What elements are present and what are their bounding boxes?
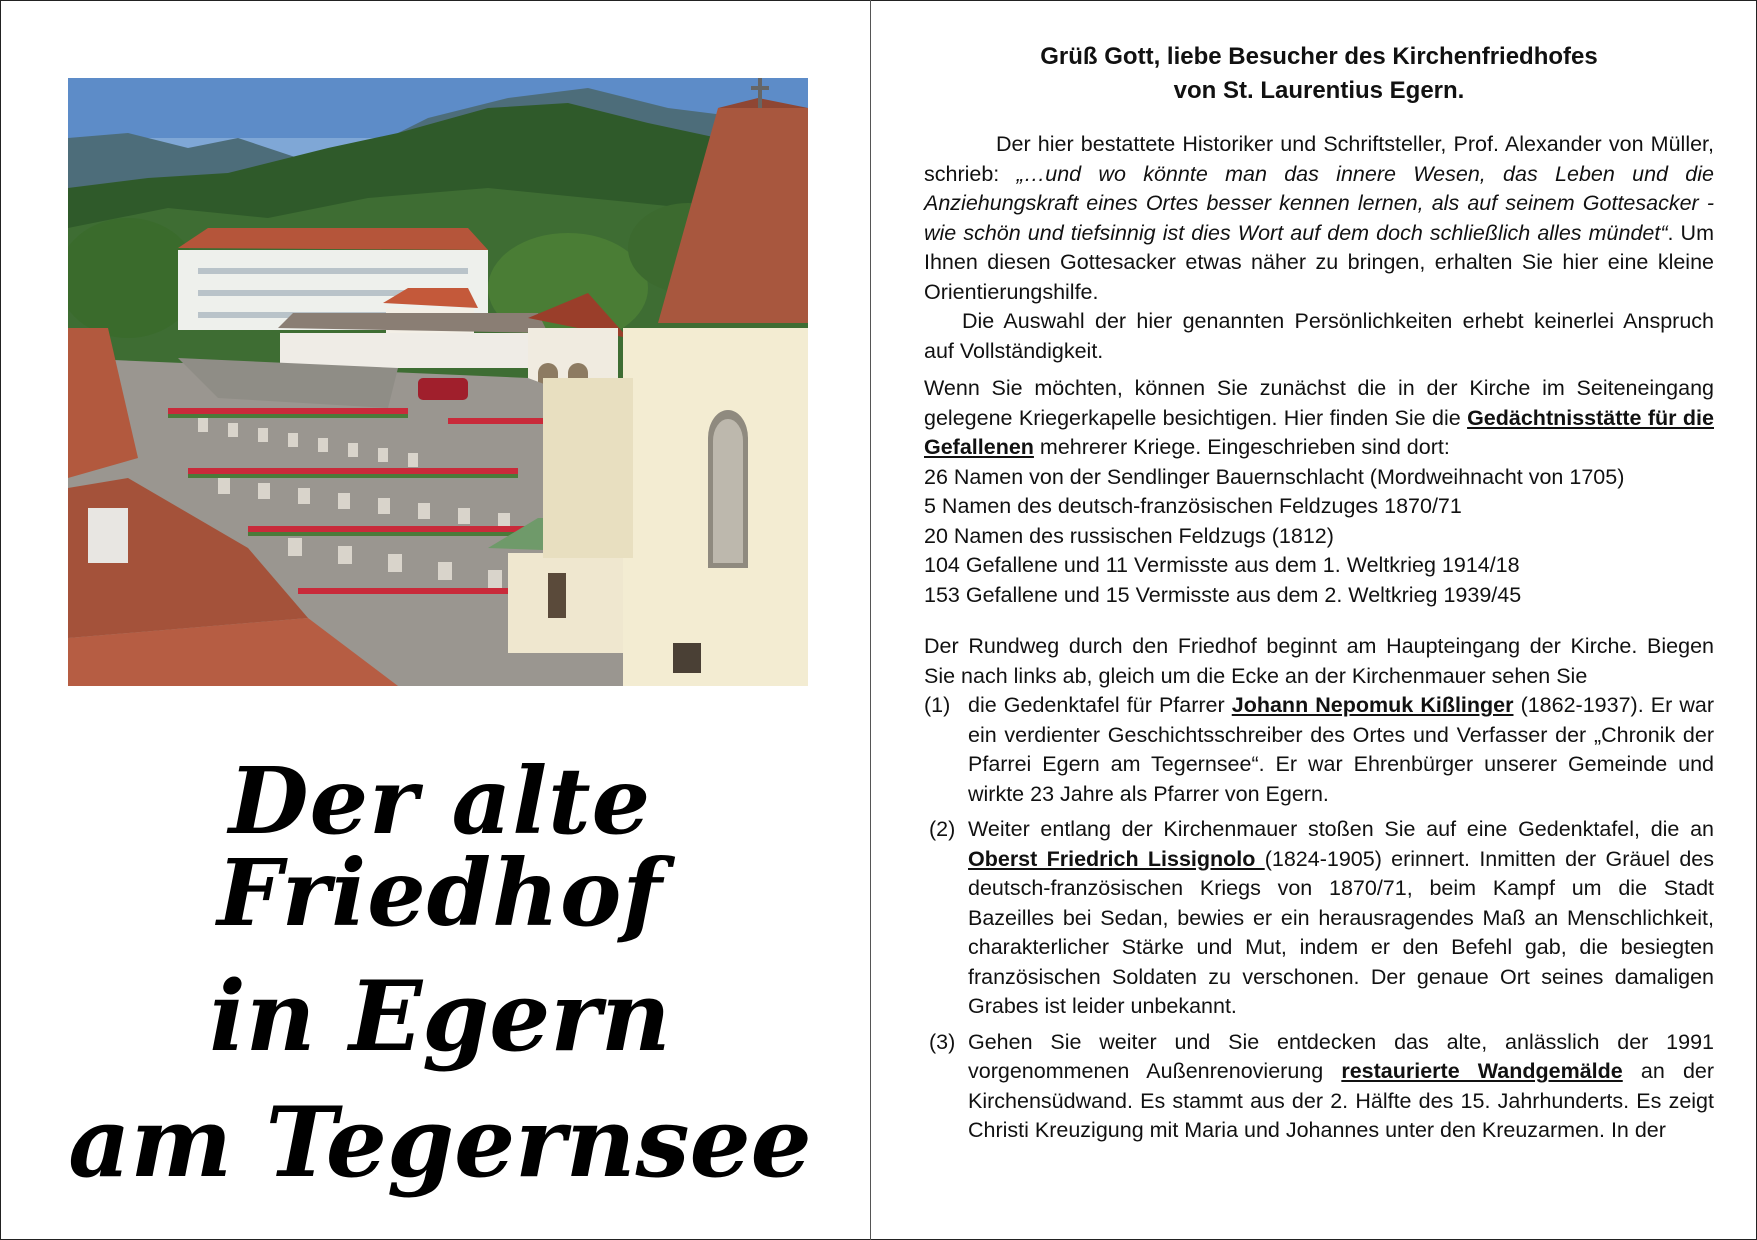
- page-heading: [924, 40, 1714, 108]
- war-list: [924, 463, 1714, 611]
- tour-item-2: [924, 815, 1714, 1022]
- tour-intro-paragraph: Der Rundweg durch den Friedhof beginnt am Haupteingang der Kirche. Biegen Sie nach links ab, gleich um die Ecke an der Kirchenmauer sehen Sie: [924, 634, 1714, 688]
- memorial-link[interactable]: Gedächtnisstätte für die Gefallenen: [924, 405, 1714, 459]
- heading-line-1: Grüß Gott, liebe Besucher des Kirchenfriedhofes: [1040, 43, 1598, 70]
- intro-paragraph: [924, 130, 1714, 307]
- tour-item-number: (2): [929, 817, 956, 841]
- cover-title-line-1: Der alte Friedhof: [217, 747, 663, 947]
- tour-item-text-end: (1862-1937). Er war ein verdienter Geschichtsschreiber des Ortes und Verfasser der „Chronik der Pfarrei Egern am Tegernsee“. Er war Ehrenbürger unserer Gemeinde und wirkte 23 Jahre als Pfarrer von Egern.: [968, 693, 1714, 806]
- tour-item-text: die Gedenktafel für Pfarrer: [968, 693, 1232, 717]
- cover-title-line-2: in Egern: [209, 960, 671, 1073]
- tour-item-number: (1): [924, 693, 951, 717]
- guide-text-page: [924, 40, 1714, 1146]
- cover-title-line-3: am Tegernsee: [68, 1086, 812, 1199]
- wall-painting-link[interactable]: restaurierte Wandgemälde: [1341, 1059, 1623, 1083]
- tour-item-text-end: an der Kirchensüdwand. Es stammt aus der 2. Hälfte des 15. Jahrhunderts. Es zeigt Christi Kreuzigung mit Maria und Johannes unter den Kreuzarmen. In der: [968, 1059, 1715, 1142]
- tour-item-body: [968, 691, 1714, 809]
- intro-text-end: . Um Ihnen diesen Gottesacker etwas näher zu bringen, erhalten Sie hier eine kleine Orientierungshilfe.: [924, 220, 1714, 304]
- tour-item-body: [968, 1028, 1714, 1146]
- war-list-item: 153 Gefallene und 15 Vermisste aus dem 2. Weltkrieg 1939/45: [924, 582, 1522, 607]
- intro-quote: „…und wo könnte man das innere Wesen, das Leben und die Anziehungskraft eines Ortes besser kennen lernen, als auf seinem Gottesacker - wie schön und tiefsinnig ist dies Wort auf dem doch schließlich alles mündet“: [924, 161, 1714, 245]
- war-memorial-text: Wenn Sie möchten, können Sie zunächst die in der Kirche im Seiteneingang gelegene Kriegerkapelle besichtigen. Hier finden Sie die: [924, 376, 1714, 430]
- tour-item-3: [924, 1028, 1714, 1146]
- war-list-item: 26 Namen von der Sendlinger Bauernschlacht (Mordweihnacht von 1705): [924, 464, 1625, 489]
- tour-item-text-end: (1824-1905) erinnert. Inmitten der Gräuel des deutsch-französischen Kriegs von 1870/71, beim Kampf um die Stadt Bazeilles bei Sedan, bewies er ein herausragendes Maß an Menschlichkeit, charakterlicher Stärke und Mut, indem er den Befehl gab, die besiegten französischen Soldaten zu verschonen. Der genaue Ort seines damaligen Grabes ist leider unbekannt.: [968, 846, 1715, 1018]
- tour-item-body: [968, 815, 1714, 1022]
- lissignolo-link[interactable]: Oberst Friedrich Lissignolo: [968, 846, 1265, 871]
- tour-item-text: Gehen Sie weiter und Sie entdecken das alte, anlässlich der 1991 vorgenommenen Außenrenovierung: [968, 1029, 1714, 1083]
- heading-line-2: von St. Laurentius Egern.: [1173, 77, 1465, 104]
- tour-item-1: [924, 691, 1714, 809]
- war-list-item: 5 Namen des deutsch-französischen Feldzuges 1870/71: [924, 494, 1462, 518]
- war-memorial-paragraph: [924, 374, 1714, 463]
- disclaimer-paragraph: Die Auswahl der hier genannten Persönlichkeiten erhebt keinerlei Anspruch auf Vollständigkeit.: [924, 309, 1714, 363]
- kisslinger-link[interactable]: Johann Nepomuk Kißlinger: [1231, 693, 1514, 717]
- cemetery-photo: [68, 78, 808, 686]
- intro-text: Der hier bestattete Historiker und Schriftsteller, Prof. Alexander von Müller, schrieb:: [924, 132, 1714, 186]
- war-list-item: 104 Gefallene und 11 Vermisste aus dem 1. Weltkrieg 1914/18: [924, 553, 1520, 577]
- war-list-item: 20 Namen des russischen Feldzugs (1812): [924, 523, 1334, 548]
- page-fold-line: [870, 0, 871, 1240]
- war-memorial-text-end: mehrerer Kriege. Eingeschrieben sind dort:: [1033, 435, 1450, 459]
- cover-title: [40, 747, 840, 1199]
- tour-item-text: Weiter entlang der Kirchenmauer stoßen Sie auf eine Gedenktafel, die an: [968, 817, 1714, 841]
- tour-item-number: (3): [929, 1029, 956, 1054]
